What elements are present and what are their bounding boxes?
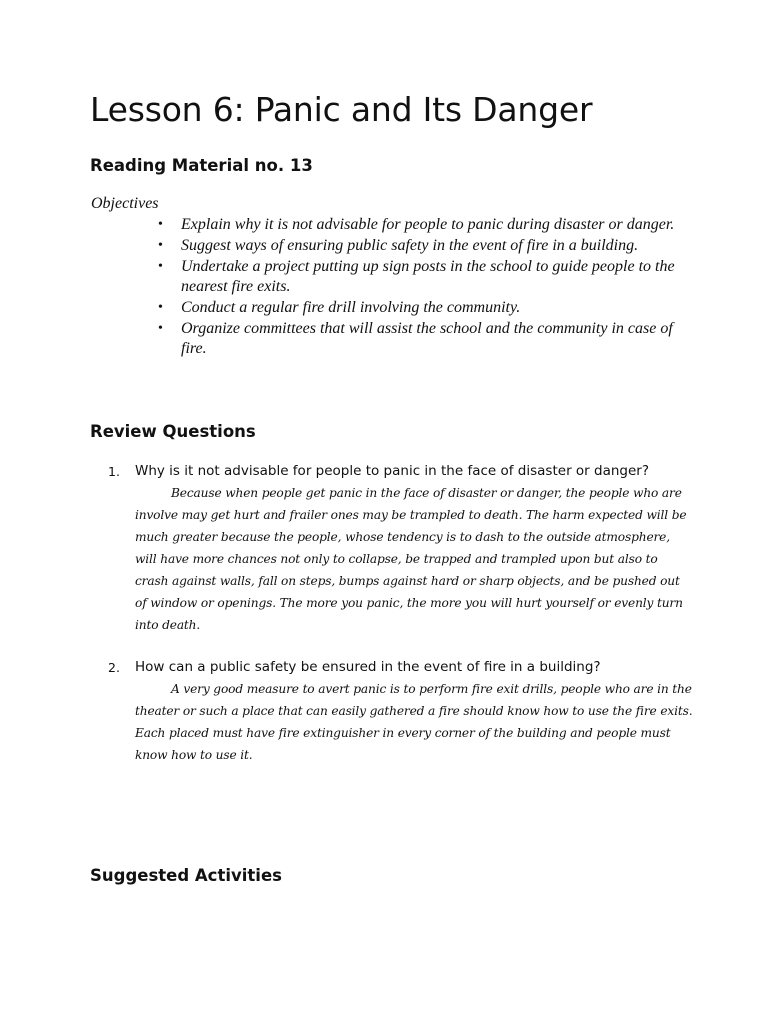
question-text: Why is it not advisable for people to panic in the face of disaster or danger? [135, 463, 649, 479]
objectives-label: Objectives [91, 195, 159, 212]
objective-text: Suggest ways of ensuring public safety in the event of fire in a building. [181, 237, 639, 254]
objectives-list [158, 215, 678, 360]
bullet-icon: • [158, 321, 163, 336]
objective-item [158, 236, 678, 256]
objective-item [158, 215, 678, 235]
question-text: How can a public safety be ensured in the event of fire in a building? [135, 659, 601, 675]
review-question [108, 462, 693, 636]
lesson-title: Lesson 6: Panic and Its Danger [90, 90, 593, 129]
bullet-icon: • [158, 300, 163, 315]
bullet-icon: • [158, 217, 163, 232]
question-number: 2. [108, 660, 120, 675]
objective-text: Conduct a regular fire drill involving the community. [181, 299, 521, 316]
suggested-activities-heading: Suggested Activities [90, 866, 282, 885]
objective-text: Organize committees that will assist the school and the community in case of fire. [181, 320, 673, 357]
objective-text: Explain why it is not advisable for people to panic during disaster or danger. [181, 216, 675, 233]
objective-item [158, 319, 678, 359]
bullet-icon: • [158, 259, 163, 274]
review-questions-heading: Review Questions [90, 422, 256, 441]
answer-text: A very good measure to avert panic is to perform fire exit drills, people who are in the theater or such a place that can easily gathered a fire should know how to use the fire exits. Each placed must have fire extinguisher in every corner of the building and people must know how to use it. [135, 682, 693, 762]
objective-item [158, 257, 678, 297]
objective-text: Undertake a project putting up sign posts in the school to guide people to the nearest fire exits. [181, 258, 675, 295]
review-question [108, 658, 693, 766]
question-number: 1. [108, 464, 120, 479]
review-questions-list [108, 462, 693, 766]
objective-item [158, 298, 678, 318]
bullet-icon: • [158, 238, 163, 253]
reading-material-heading: Reading Material no. 13 [90, 156, 313, 175]
answer-text: Because when people get panic in the face of disaster or danger, the people who are involve may get hurt and frailer ones may be trampled to death. The harm expected will be much greater because the people, whose tendency is to dash to the outside atmosphere, will have more chances not only to collapse, be trapped and trampled upon but also to crash against walls, fall on steps, bumps against hard or sharp objects, and be pushed out of window or openings. The more you panic, the more you will hurt yourself or evenly turn into death. [135, 486, 687, 632]
